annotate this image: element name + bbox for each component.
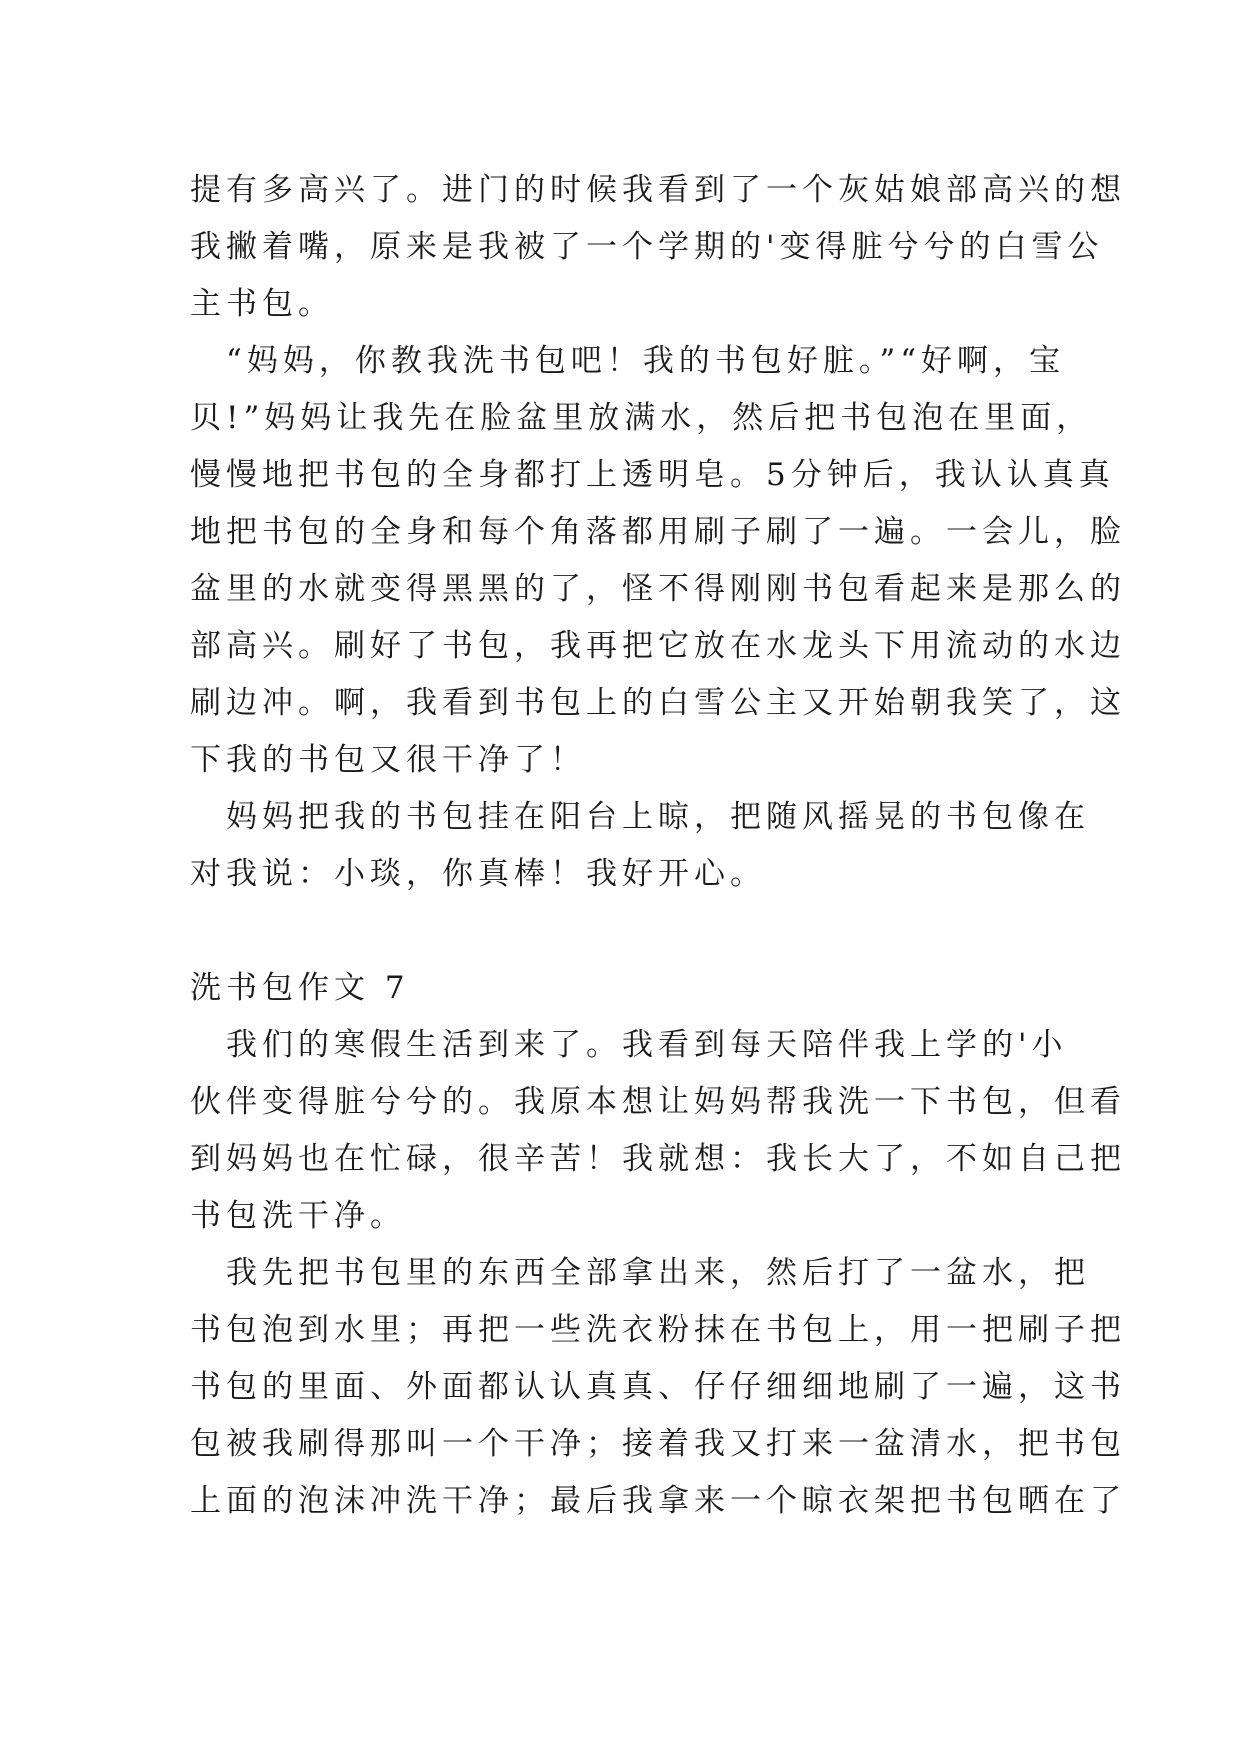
document-page	[190, 162, 1126, 1530]
text-line: 伙伴变得脏兮兮的。我原本想让妈妈帮我洗一下书包，但看	[190, 1084, 1126, 1120]
paragraph-5	[190, 1245, 1126, 1530]
text-line: 地把书包的全身和每个角落都用刷子刷了一遍。一会儿，脸	[190, 514, 1126, 550]
text-line: 下我的书包又很干净了！	[190, 742, 586, 778]
text-line: 我们的寒假生活到来了。我看到每天陪伴我上学的'小	[190, 1027, 1068, 1063]
text-line: 部高兴。刷好了书包，我再把它放在水龙头下用流动的水边	[190, 628, 1126, 664]
paragraph-2	[190, 333, 1126, 789]
text-line: 对我说：小琰，你真棒！我好开心。	[190, 856, 766, 892]
text-line: 我先把书包里的东西全部拿出来，然后打了一盆水，把	[190, 1255, 1090, 1291]
text-line: 妈妈把我的书包挂在阳台上晾，把随风摇晃的书包像在	[190, 799, 1090, 835]
essay-title: 洗书包作文 7	[190, 970, 410, 1006]
paragraph-1	[190, 162, 1126, 333]
text-line: “妈妈，你教我洗书包吧！我的书包好脏。”“好啊，宝	[190, 343, 1066, 379]
text-line: 刷边冲。啊，我看到书包上的白雪公主又开始朝我笑了，这	[190, 685, 1126, 721]
text-line: 书包的里面、外面都认认真真、仔仔细细地刷了一遍，这书	[190, 1369, 1126, 1405]
text-line: 盆里的水就变得黑黑的了，怪不得刚刚书包看起来是那么的	[190, 571, 1126, 607]
paragraph-gap	[190, 903, 1058, 960]
text-line: 上面的泡沫冲洗干净；最后我拿来一个晾衣架把书包晒在了	[190, 1483, 1126, 1519]
text-line: 书包洗干净。	[190, 1198, 406, 1234]
text-line: 提有多高兴了。进门的时候我看到了一个灰姑娘部高兴的想	[190, 172, 1126, 208]
paragraph-4	[190, 1017, 1126, 1245]
paragraph-3	[190, 789, 1090, 903]
text-line: 包被我刷得那叫一个干净；接着我又打来一盆清水，把书包	[190, 1426, 1126, 1462]
text-line: 贝!”妈妈让我先在脸盆里放满水，然后把书包泡在里面，	[190, 400, 1093, 436]
text-line: 我撇着嘴，原来是我被了一个学期的'变得脏兮兮的白雪公	[190, 229, 1104, 265]
text-line: 书包泡到水里；再把一些洗衣粉抹在书包上，用一把刷子把	[190, 1312, 1126, 1348]
text-line: 主书包。	[190, 286, 334, 322]
text-line: 慢慢地把书包的全身都打上透明皂。5分钟后，我认认真真	[190, 457, 1115, 493]
text-line: 到妈妈也在忙碌，很辛苦！我就想：我长大了，不如自己把	[190, 1141, 1126, 1177]
